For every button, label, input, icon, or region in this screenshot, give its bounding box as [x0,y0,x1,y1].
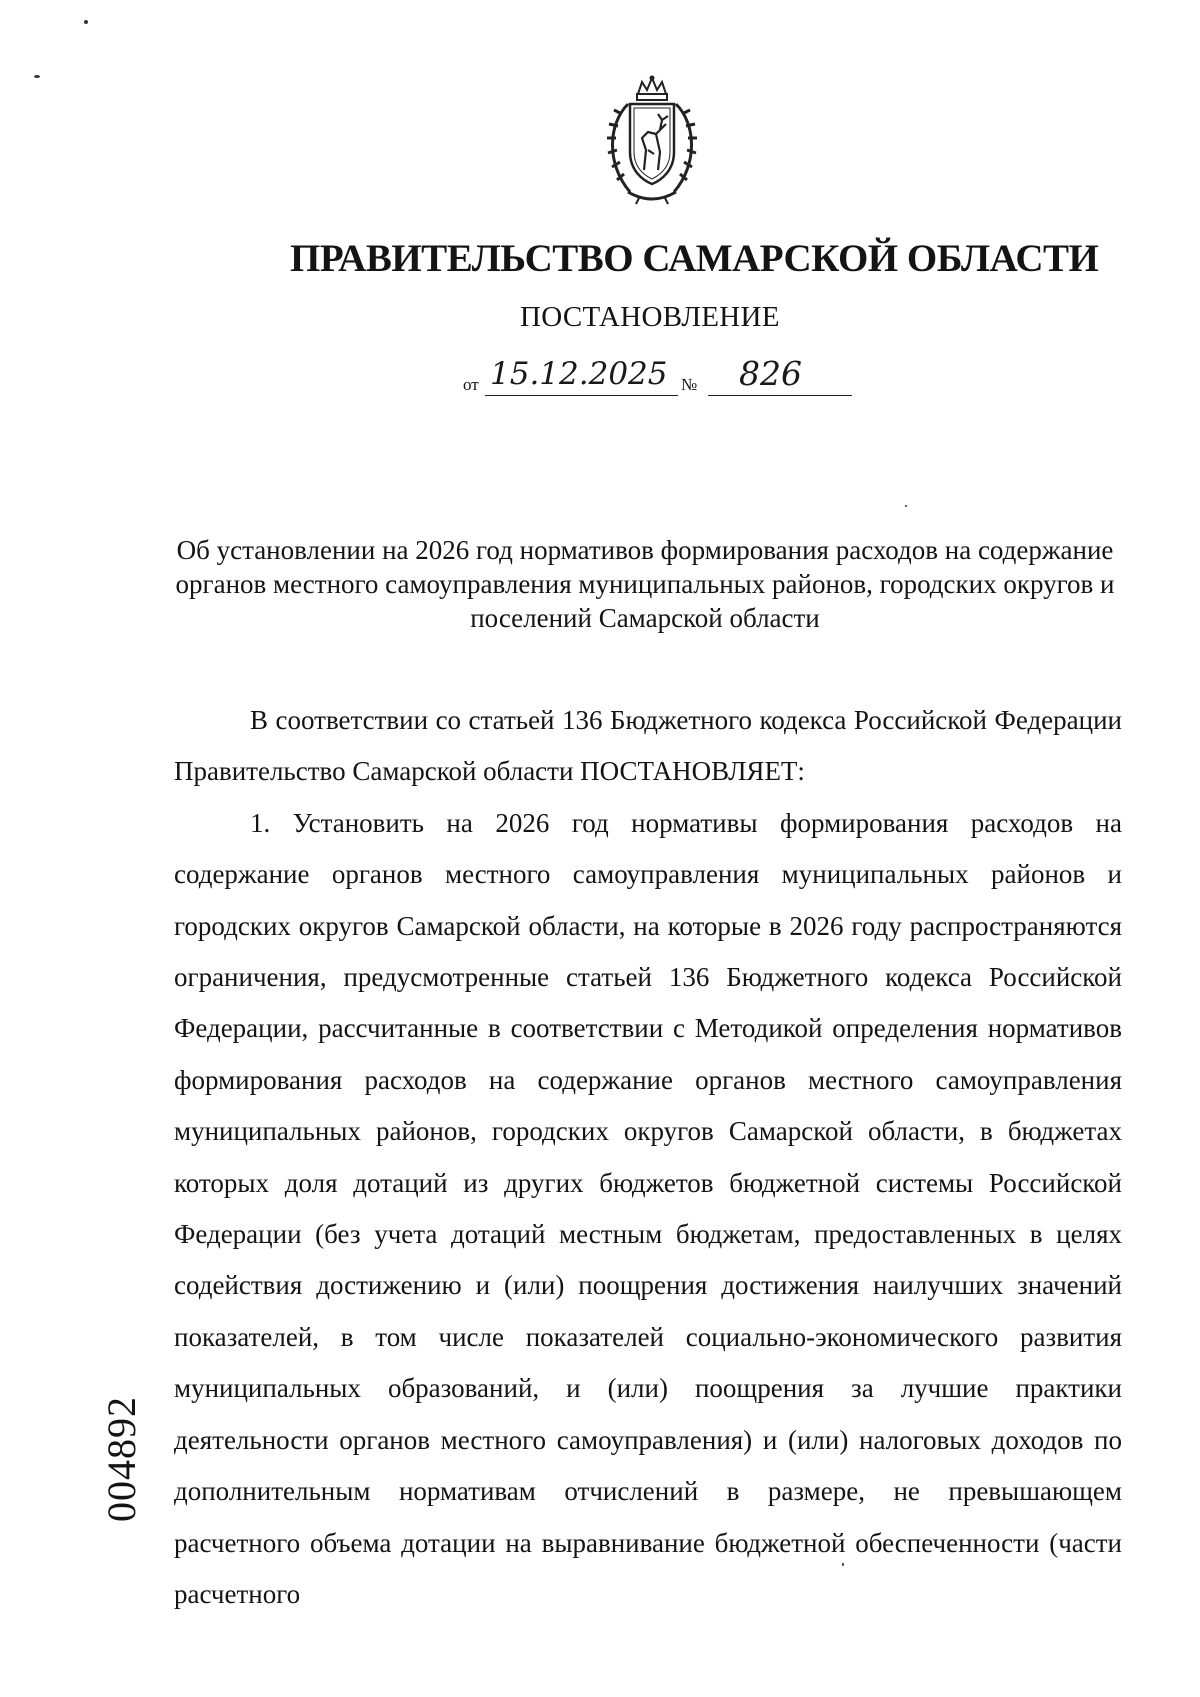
registration-line [463,355,863,401]
document-body [174,695,1122,1620]
document-subject: Об установлении на 2026 год нормативов формирования расходов на содержание органов местного самоуправления муниципальных районов, городских округов и поселений Самарской области [175,535,1115,633]
scan-speck [842,1563,844,1566]
scan-speck [84,20,88,24]
number-label: № [681,375,698,394]
number-underline [708,395,852,396]
side-stamp-number: 004892 [99,1396,144,1522]
government-title: ПРАВИТЕЛЬСТВО САМАРСКОЙ ОБЛАСТИ [290,237,1099,280]
date-label: от [463,375,479,394]
scan-speck [905,505,907,507]
document-type: ПОСТАНОВЛЕНИЕ [520,301,780,333]
preamble-paragraph: В соответствии со статьей 136 Бюджетного кодекса Российской Федерации Правительство Самарской области ПОСТАНОВЛЯЕТ: [174,705,1122,787]
scan-speck [34,75,40,78]
handwritten-number: 826 [739,354,802,393]
handwritten-date: 15.12.2025 [490,356,668,392]
date-underline [485,395,678,396]
coat-of-arms-icon [600,74,704,206]
paragraph-item-1: 1. Установить на 2026 год нормативы формирования расходов на содержание органов местного самоуправления муниципальных районов и городских округов Самарской области, на которые в 2026 году распространяются ограничения, предусмотренные статьей 136 Бюджетного кодекса Российской Федерации, рассчитанные в соответствии с Методикой определения нормативов формирования расходов на содержание органов местного самоуправления муниципальных районов, городских округов Самарской области, в бюджетах которых доля дотаций из других бюджетов бюджетной системы Российской Федерации (без учета дотаций местным бюджетам, предоставленных в целях содействия достижению и (или) поощрения достижения наилучших значений показателей, в том числе показателей социально-экономического развития муниципальных образований, и (или) поощрения за лучшие практики деятельности органов местного самоуправления) и (или) налоговых доходов по дополнительным нормативам отчислений в размере, не превышающем расчетного объема дотации на выравнивание бюджетной обеспеченности (части расчетного [174,807,1122,1609]
